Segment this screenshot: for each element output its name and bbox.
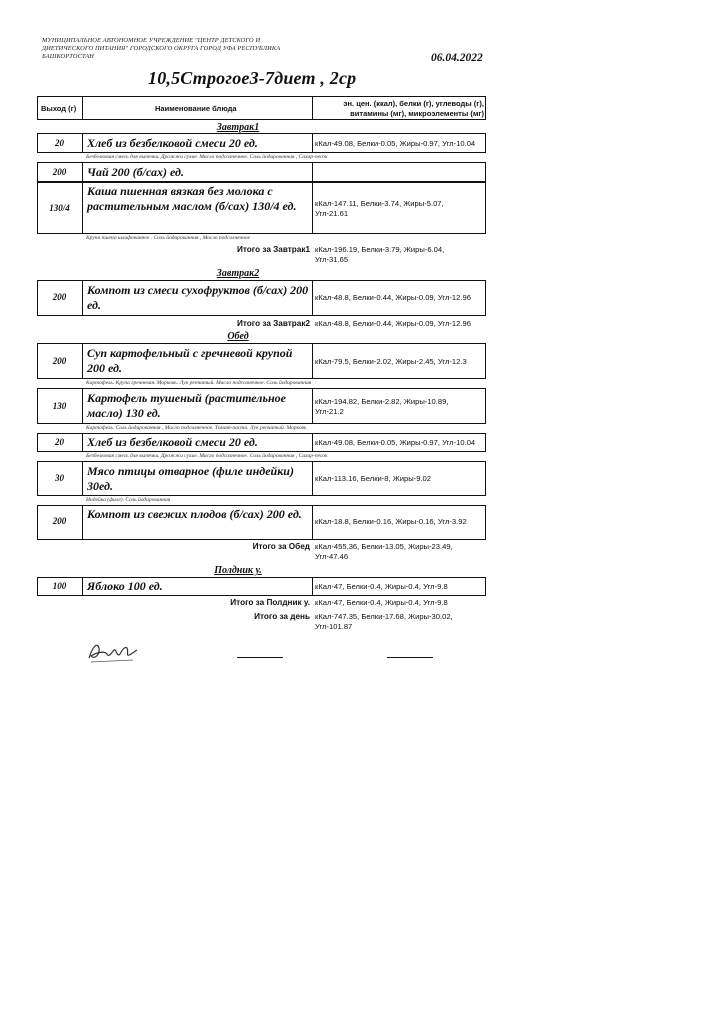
nutrition-bread2: кКал-49.08, Белки-0.05, Жиры-0.97, Угл-10.04 — [315, 438, 476, 447]
dish-potato: Картофель тушеный (растительное масло) 130 ед. — [87, 391, 286, 420]
handwritten-signature — [85, 636, 140, 668]
dish-apple: Яблоко 100 ед. — [87, 579, 163, 593]
dish-bread1: Хлеб из безбелковой смеси 20 ед. — [87, 136, 258, 150]
total-day-value: кКал-747.35, Белки-17.68, Жиры-30.02, Угл-101.87 — [315, 612, 453, 631]
dish-bread2: Хлеб из безбелковой смеси 20 ед. — [87, 435, 258, 449]
nutrition-apple: кКал-47, Белки-0.4, Жиры-0.4, Угл-9.8 — [315, 582, 448, 591]
output-tea: 200 — [52, 167, 67, 177]
total-lunch-label: Итого за Обед — [252, 542, 310, 551]
nutrition-potato: кКал-194.82, Белки-2.82, Жиры-10.89, Угл-21.2 — [315, 397, 449, 416]
output-apple: 100 — [52, 581, 67, 591]
column-nutrition-line1: эн. цен. (ккал), белки (г), углеводы (г), — [343, 99, 484, 108]
total-day-label: Итого за день — [254, 612, 310, 621]
column-nutrition — [318, 99, 484, 119]
section-snack: Полдник у. — [214, 565, 262, 576]
column-output: Выход (г) — [41, 104, 77, 113]
ingredients-porridge: Крупа пшено шлифованное . Соль йодированная , Масло подсолнечное — [86, 235, 251, 241]
output-soup: 200 — [52, 356, 67, 366]
menu-title: 10,5Строгое3-7диет , 2ср — [148, 68, 357, 88]
output-bread2: 20 — [55, 437, 64, 447]
total-lunch-value: кКал-455.36, Белки-13.05, Жиры-23.49, Угл-47.46 — [315, 542, 453, 561]
dish-soup: Суп картофельный с гречневой крупой 200 ед. — [87, 346, 293, 375]
ingredients-poultry: Индейка (филе). Соль йодированная — [86, 497, 171, 503]
dish-poultry: Мясо птицы отварное (филе индейки) 30ед. — [87, 464, 294, 493]
total-snack-value: кКал-47, Белки-0.4, Жиры-0.4, Угл-9.8 — [315, 598, 448, 607]
section-breakfast2: Завтрак2 — [216, 268, 260, 279]
nutrition-soup: кКал-79.5, Белки-2.02, Жиры-2.45, Угл-12.3 — [315, 357, 467, 366]
column-nutrition-line2: витамины (мг), микроэлементы (мг) — [350, 109, 484, 118]
total-snack-label: Итого за Полдник у. — [230, 598, 310, 607]
signature-line-1 — [237, 657, 283, 658]
column-dish-name: Наименование блюда — [155, 104, 237, 113]
signature-line-2 — [387, 657, 433, 658]
output-poultry: 30 — [55, 473, 64, 483]
section-lunch: Обед — [227, 331, 249, 342]
organization-header: МУНИЦИПАЛЬНОЕ АВТОНОМНОЕ УЧРЕЖДЕНИЕ "ЦЕНТР ДЕТСКОГО И ДИЕТИЧЕСКОГО ПИТАНИЯ" ГОРОДСКОГО ОКРУГА ГОРОД УФА РЕСПУБЛИКА БАШКОРТОСТАН — [42, 37, 281, 60]
ingredients-potato: Картофель. Соль йодированная , Масло подсолнечное. Томат-паста. Лук репчатый. Морковь — [86, 425, 307, 431]
output-compote2: 200 — [52, 516, 67, 526]
dish-compote2: Компот из свежих плодов (б/сах) 200 ед. — [87, 507, 302, 521]
nutrition-poultry: кКал-113.16, Белки-8, Жиры-9.02 — [315, 474, 431, 483]
total-breakfast2-value: кКал-48.8, Белки-0.44, Жиры-0.09, Угл-12.96 — [315, 319, 471, 328]
total-breakfast1-label: Итого за Завтрак1 — [237, 245, 310, 254]
output-potato: 130 — [52, 401, 67, 411]
ingredients-soup: Картофель. Крупа гречневая. Морковь. Лук репчатый. Масло подсолнечное. Соль йодированная — [86, 380, 312, 386]
dish-tea: Чай 200 (б/сах) ед. — [87, 165, 184, 179]
output-bread1: 20 — [55, 138, 64, 148]
section-breakfast1: Завтрак1 — [216, 122, 260, 133]
nutrition-bread1: кКал-49.08, Белки-0.05, Жиры-0.97, Угл-10.04 — [315, 139, 476, 148]
dish-porridge: Каша пшенная вязкая без молока с растительным маслом (б/сах) 130/4 ед. — [87, 184, 297, 213]
output-compote1: 200 — [52, 292, 67, 302]
nutrition-compote2: кКал-18.8, Белки-0.16, Жиры-0.16, Угл-3.92 — [315, 517, 467, 526]
total-breakfast1-value: кКал-196.19, Белки-3.79, Жиры-6.04, Угл-31.65 — [315, 245, 445, 264]
ingredients-bread2: Безбелковая смесь для выпечки. Дрожжи сухие. Масло подсолнечное. Соль йодированная , Сахар-песок — [86, 453, 328, 459]
dish-compote1: Компот из смеси сухофруктов (б/сах) 200 ед. — [87, 283, 309, 312]
ingredients-bread1: Безбелковая смесь для выпечки. Дрожжи сухие. Масло подсолнечное. Соль йодированная , Сахар-песок — [86, 154, 328, 160]
nutrition-compote1: кКал-48.8, Белки-0.44, Жиры-0.09, Угл-12.96 — [315, 293, 471, 302]
document-date: 06.04.2022 — [431, 52, 483, 64]
output-porridge: 130/4 — [49, 203, 70, 213]
nutrition-porridge: кКал-147.11, Белки-3.74, Жиры-5.07, Угл-21.61 — [315, 199, 444, 218]
total-breakfast2-label: Итого за Завтрак2 — [237, 319, 310, 328]
